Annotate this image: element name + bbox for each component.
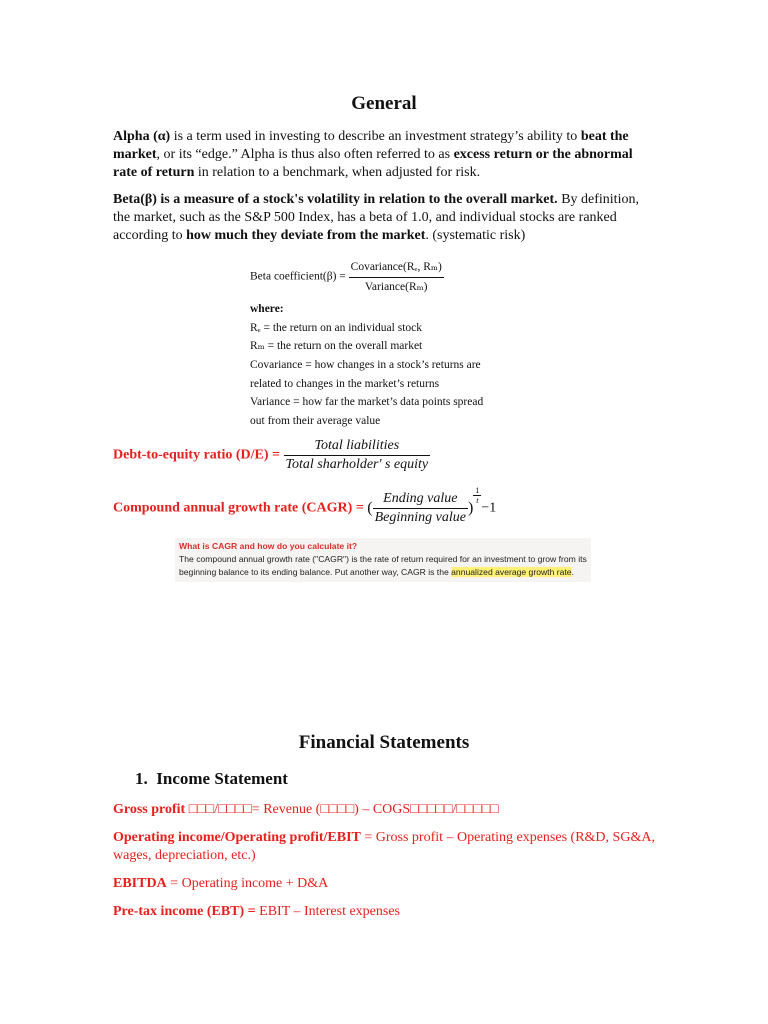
where-line: Rₑ = the return on an individual stock	[250, 321, 423, 334]
alpha-term: Alpha (α)	[113, 129, 171, 144]
alpha-paragraph: Alpha (α) is a term used in investing to describe an investment strategy’s ability to beat the market, or its “edge.” Alpha is thus also often referred to as excess return or the abnormal rate of return in relation to a benchmark, when adjusted for risk.	[113, 129, 633, 180]
where-label: where:	[250, 303, 284, 316]
where-line: out from their average value	[250, 414, 381, 427]
list-heading-income-statement: 1. Income Statement	[135, 769, 288, 788]
where-line: Rₘ = the return on the overall market	[250, 340, 423, 353]
ebitda-line: EBITDA = Operating income + D&A	[113, 876, 329, 891]
where-line: related to changes in the market’s returns	[250, 377, 440, 390]
cagr-formula: Compound annual growth rate (CAGR) = ( $\frac{\text{Ending value}}{\text{Beginning value}}$ ) $\frac{1}{t}$ −1	[113, 486, 497, 525]
where-line: Variance = how far the market’s data points spread	[250, 396, 484, 409]
cagr-explanation-image: What is CAGR and how do you calculate it? The compound annual growth rate ("CAGR") is the rate of return required for an investment to grow from its beginning balance to its ending balance. Put another way, CAGR is the annualized average growth rate.	[175, 538, 591, 582]
highlighted-text: annualized average growth rate	[451, 567, 572, 577]
cagr-question: What is CAGR and how do you calculate it?	[179, 541, 358, 551]
gross-profit-line: Gross profit □□□/□□□□= Revenue (□□□□) – COGS□□□□□/□□□□□	[113, 802, 499, 817]
section-title-financial-statements: Financial Statements	[298, 732, 470, 753]
where-line: Covariance = how changes in a stock’s returns are	[250, 358, 481, 371]
section-title-general: General	[351, 93, 417, 114]
pretax-income-line: Pre-tax income (EBT) = EBIT – Interest expenses	[113, 904, 401, 919]
beta-formula: Beta coefficient(β) = $\frac{\text{Covariance(Rₑ, Rₘ)}}{\text{Variance(Rₘ)}}$	[250, 258, 540, 296]
beta-paragraph: Beta(β) is a measure of a stock's volatility in relation to the overall market. By definition, the market, such as the S&P 500 Index, has a beta of 1.0, and individual stocks are ranked according to how much they deviate from the market. (systematic risk)	[113, 192, 639, 243]
beta-term: Beta(β) is a measure of a stock's volatility in relation to the overall market.	[113, 192, 558, 207]
de-ratio-formula: Debt-to-equity ratio (D/E) = $\frac{\text{Total liabilities}}{\text{Total sharholder' s equity}}$	[113, 438, 429, 472]
beta-formula-image	[250, 258, 540, 430]
operating-income-line: Operating income/Operating profit/EBIT = Gross profit – Operating expenses (R&D, SG&A, wages, depreciation, etc.)	[113, 830, 655, 863]
